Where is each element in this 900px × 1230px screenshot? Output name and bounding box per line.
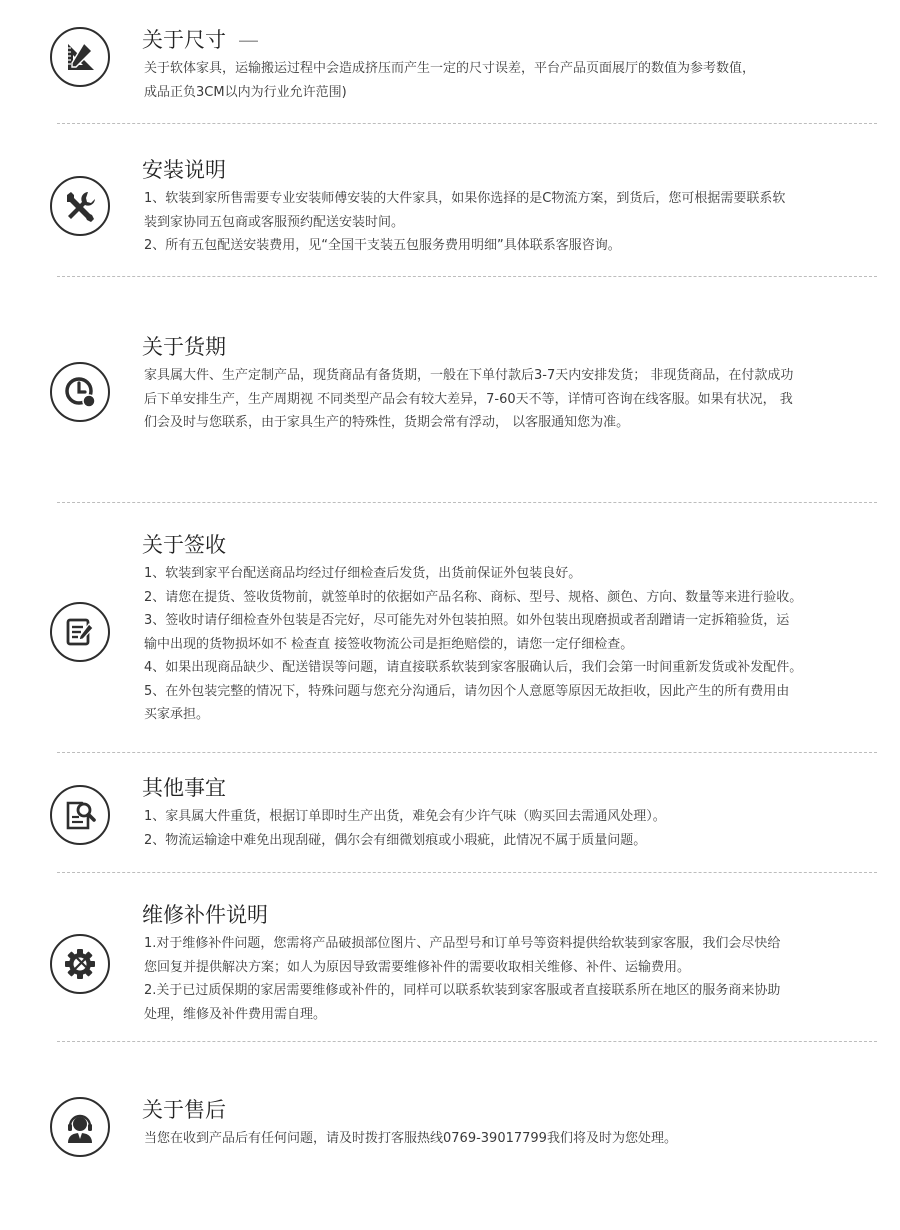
body-line: 2、请您在提货、签收货物前，就签单时的依据如产品名称、商标、型号、规格、颜色、方向、数量等来进行验收。 <box>144 589 803 605</box>
section-title: 其他事宜 <box>142 776 226 800</box>
body-line: 家具属大件、生产定制产品，现货商品有备货期，一般在下单付款后3-7天内安排发货； 非现货商品，在付款成功 <box>144 368 794 383</box>
divider <box>57 123 877 124</box>
section-title: 关于货期 <box>142 335 226 359</box>
section-title: 关于售后 <box>142 1098 226 1122</box>
body-line: 5、在外包装完整的情况下，特殊问题与您充分沟通后，请勿因个人意愿等原因无故拒收，因此产生的所有费用由 <box>144 683 790 699</box>
body-line: 装到家协同五包商或客服预约配送安装时间。 <box>144 214 405 230</box>
title-dash: — <box>238 28 259 52</box>
section-title: 安装说明 <box>142 158 226 182</box>
section-title: 维修补件说明 <box>142 903 268 927</box>
body-line: 输中出现的货物损坏如不 检查直 接签收物流公司是拒绝赔偿的，请您一定仔细检查。 <box>144 636 634 652</box>
ruler-triangle-icon <box>50 27 110 87</box>
body-line: 3、签收时请仔细检查外包装是否完好，尽可能先对外包装拍照。如外包装出现磨损或者刮蹭请一定拆箱验货，运 <box>144 613 790 628</box>
divider <box>57 1041 877 1042</box>
body-line: 1、家具属大件重货，根据订单即时生产出货，难免会有少许气味（购买回去需通风处理）。 <box>144 809 666 824</box>
body-line: 您回复并提供解决方案；如人为原因导致需要维修补件的需要收取相关维修、补件、运输费用。 <box>144 959 691 975</box>
section-body <box>144 1127 879 1151</box>
body-line: 2、物流运输途中难免出现刮碰，偶尔会有细微划痕或小瑕疵，此情况不属于质量问题。 <box>144 832 647 848</box>
document-search-icon <box>50 785 110 845</box>
section-body <box>144 364 879 435</box>
section-title: 关于签收 <box>142 533 226 557</box>
divider <box>57 752 877 753</box>
body-line: 1、软装到家所售需要专业安装师傅安装的大件家具，如果你选择的是C物流方案，到货后，您可根据需要联系软 <box>144 191 786 206</box>
body-line: 成品正负3CM以内为行业允许范围) <box>144 84 347 100</box>
body-line: 当您在收到产品后有任何问题，请及时拨打客服热线0769-39017799我们将及时为您处理。 <box>144 1131 677 1146</box>
divider <box>57 276 877 277</box>
clock-icon <box>50 362 110 422</box>
body-line: 2.关于已过质保期的家居需要维修或补件的，同样可以联系软装到家客服或者直接联系所在地区的服务商来协助 <box>144 983 781 998</box>
body-line: 关于软体家具，运输搬运过程中会造成挤压而产生一定的尺寸误差，平台产品页面展厅的数值为参考数值， <box>144 61 756 76</box>
section-body <box>144 805 879 852</box>
section-body <box>144 57 879 104</box>
section-body <box>144 187 879 258</box>
body-line: 1.对于维修补件问题，您需将产品破损部位图片、产品型号和订单号等资料提供给软装到家客服，我们会尽快给 <box>144 936 781 951</box>
body-line: 4、如果出现商品缺少、配送错误等问题，请直接联系软装到家客服确认后，我们会第一时间重新发货或补发配件。 <box>144 660 803 675</box>
divider <box>57 502 877 503</box>
body-line: 后下单安排生产，生产周期视 不同类型产品会有较大差异，7-60天不等，详情可咨询在线客服。如果有状况， 我 <box>144 391 793 407</box>
section-title: 关于尺寸 — <box>142 28 259 52</box>
body-line: 买家承担。 <box>144 707 210 722</box>
document-pen-icon <box>50 602 110 662</box>
body-line: 们会及时与您联系，由于家具生产的特殊性，货期会常有浮动， 以客服通知您为准。 <box>144 415 630 430</box>
section-body <box>144 562 879 727</box>
gear-tools-icon <box>50 934 110 994</box>
wrench-screwdriver-icon <box>50 176 110 236</box>
section-body <box>144 932 879 1026</box>
divider <box>57 872 877 873</box>
body-line: 1、软装到家平台配送商品均经过仔细检查后发货，出货前保证外包装良好。 <box>144 566 582 581</box>
body-line: 处理，维修及补件费用需自理。 <box>144 1006 327 1022</box>
body-line: 2、所有五包配送安装费用，见“全国干支装五包服务费用明细”具体联系客服咨询。 <box>144 238 621 253</box>
customer-service-icon <box>50 1097 110 1157</box>
